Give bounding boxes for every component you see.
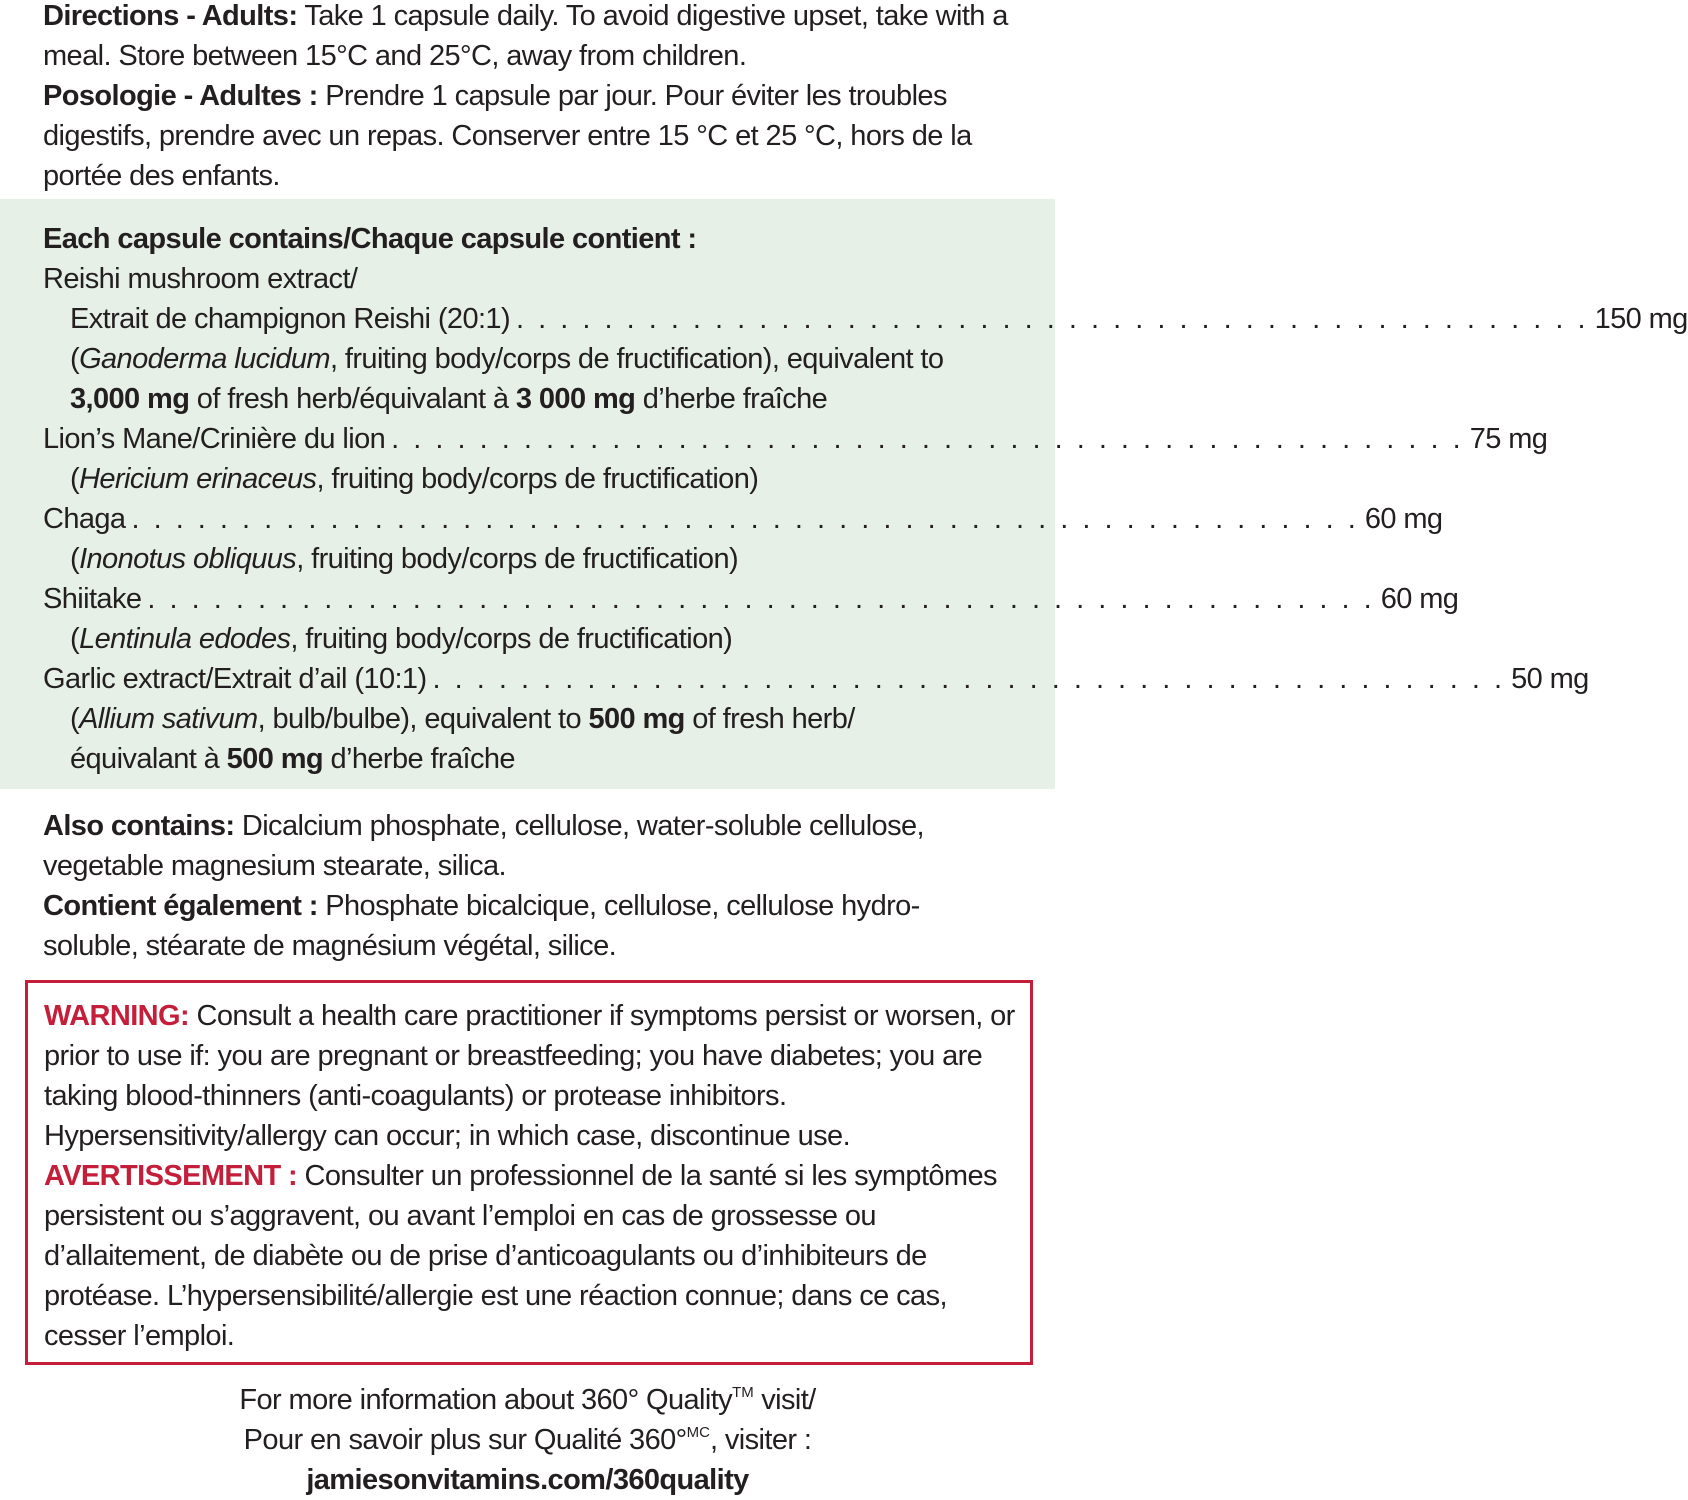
garlic-name: Garlic extract/Extrait d’ail (10:1) [43,663,427,695]
reishi-amount: 150 mg [1594,303,1688,335]
also-contains-fr-text: Phosphate bicalcique, cellulose, cellulose hydro-soluble, stéarate de magnésium végétal, silice. [43,890,920,962]
directions-fr [43,76,1012,196]
shiitake-name: Shiitake [43,583,142,615]
garlic-row [43,659,1589,699]
lions-mane-name: Lion’s Mane/Crinière du lion [43,423,386,455]
shiitake-amount: 60 mg [1380,583,1459,615]
also-contains-en-text: Dicalcium phosphate, cellulose, water-soluble cellulose, vegetable magnesium stearate, silica. [43,810,924,882]
chaga-row [43,499,1443,539]
lions-mane-latin: Hericium erinaceus [79,463,317,495]
shiitake-detail: (Lentinula edodes, fruiting body/corps de fructification) [70,623,733,655]
reishi-equiv-end: d’herbe fraîche [635,383,828,415]
warning-fr [44,1156,1015,1356]
footer-en-visit: visit/ [753,1384,816,1416]
medicinal-ingredients-panel [0,199,1688,789]
footer-en-text: For more information about 360° Quality [239,1384,733,1416]
garlic-detail-text: , bulb/bulbe), equivalent to [257,703,589,735]
footer-fr [0,1420,1055,1460]
non-medicinal-ingredients [0,806,1055,966]
leader-dots: . . . . . . . . . . . . . . . . . . . . . . . . . . . . . . . . . . . . . . . . . . . . . . . . . . . . . . . . [147,583,1375,615]
leader-dots: . . . . . . . . . . . . . . . . . . . . . . . . . . . . . . . . . . . . . . . . . . . . . . . . . . . . . . . . [131,503,1359,535]
footer-en [0,1380,1055,1420]
directions-fr-text: Prendre 1 capsule par jour. Pour éviter les troubles digestifs, prendre avec un repas. Conserver entre 15 °C et 25 °C, hors de la portée des enfants. [43,80,972,192]
reishi-name-line: Reishi mushroom extract/ [43,263,358,295]
warning-fr-text: Consulter un professionnel de la santé si les symptômes persistent ou s’aggravent, ou avant l’emploi en cas de grossesse ou d’allaitement, de diabète ou de prise d’anticoagulants ou d’inhibiteurs de protéase. L’hypersensibilité/allergie est une réaction connue; dans ce cas, cesser l’emploi. [44,1160,997,1352]
footer-fr-text: Pour en savoir plus sur Qualité 360° [243,1424,687,1456]
reishi-detail-text: , fruiting body/corps de fructification), equivalent to [330,343,944,375]
garlic-latin: Allium sativum [79,703,258,735]
directions-en-label: Directions - Adults: [43,0,298,32]
also-contains-fr-label: Contient également : [43,890,318,922]
reishi-name: Extrait de champignon Reishi (20:1) [70,303,511,335]
chaga-detail: (Inonotus obliquus, fruiting body/corps de fructification) [70,543,739,575]
directions-section [0,0,1055,196]
garlic-equiv-prefix: équivalant à [70,743,227,775]
footer-fr-visit: , visiter : [709,1424,812,1456]
shiitake-row [43,579,1459,619]
warning-en-label: WARNING: [44,1000,190,1032]
lions-mane-row [43,419,1548,459]
trademark-mark: TM [732,1384,754,1401]
reishi-detail: (Ganoderma lucidum, fruiting body/corps de fructification), equivalent to [70,343,944,375]
lions-mane-detail: (Hericium erinaceus, fruiting body/corps de fructification) [70,463,759,495]
reishi-equivalent [43,379,1021,419]
leader-dots: . . . . . . . . . . . . . . . . . . . . . . . . . . . . . . . . . . . . . . . . . . . . . . . . . [432,663,1506,695]
garlic-equivalent [43,739,1021,779]
quality-footer [0,1380,1055,1500]
chaga-detail-text: , fruiting body/corps de fructification) [296,543,739,575]
warning-en-text: Consult a health care practitioner if symptoms persist or worsen, or prior to use if: you are pregnant or breastfeeding; you have diabetes; you are taking blood-thinners (anti-coagulants) or protease inhibitors. Hypersensitivity/allergy can occur; in which case, discontinue use. [44,1000,1015,1152]
also-contains-en [43,806,1012,886]
reishi-latin: Ganoderma lucidum [79,343,330,375]
website-link[interactable] [0,1460,1055,1500]
ingredients-heading-text: Each capsule contains/Chaque capsule contient : [43,223,697,255]
directions-en-text: Take 1 capsule daily. To avoid digestive upset, take with a meal. Store between 15°C and 25°C, away from children. [43,0,1008,72]
warning-en [44,996,1015,1156]
chaga-amount: 60 mg [1364,503,1443,535]
directions-en [43,0,1012,76]
garlic-equiv-end: d’herbe fraîche [323,743,515,775]
shiitake-detail-text: , fruiting body/corps de fructification) [290,623,733,655]
lions-mane-detail-text: , fruiting body/corps de fructification) [316,463,759,495]
ingredients-heading [43,219,1021,259]
shiitake-latin: Lentinula edodes [79,623,291,655]
also-contains-en-label: Also contains: [43,810,235,842]
website-url[interactable]: jamiesonvitamins.com/360quality [306,1464,749,1496]
garlic-equiv-en: 500 mg [588,703,685,735]
lions-mane-amount: 75 mg [1469,423,1548,455]
marque-mark: MC [686,1424,710,1441]
garlic-detail: (Allium sativum, bulb/bulbe), equivalent to 500 mg of fresh herb/ [70,703,855,735]
chaga-latin: Inonotus obliquus [79,543,297,575]
warning-box [25,980,1033,1365]
reishi-equiv-mid: of fresh herb/équivalant à [189,383,516,415]
chaga-name: Chaga [43,503,126,535]
also-contains-fr [43,886,1012,966]
reishi-row [43,299,1688,339]
reishi-equiv-en: 3,000 mg [70,383,190,415]
leader-dots: . . . . . . . . . . . . . . . . . . . . . . . . . . . . . . . . . . . . . . . . . . . . . . . . . [391,423,1464,455]
garlic-equiv-fr: 500 mg [226,743,323,775]
garlic-detail-b: of fresh herb/ [684,703,855,735]
garlic-amount: 50 mg [1511,663,1589,695]
reishi-equiv-fr: 3 000 mg [515,383,636,415]
warning-fr-label: AVERTISSEMENT : [44,1160,298,1192]
leader-dots: . . . . . . . . . . . . . . . . . . . . . . . . . . . . . . . . . . . . . . . . . . . . . . . . . [516,303,1589,335]
directions-fr-label: Posologie - Adultes : [43,80,318,112]
